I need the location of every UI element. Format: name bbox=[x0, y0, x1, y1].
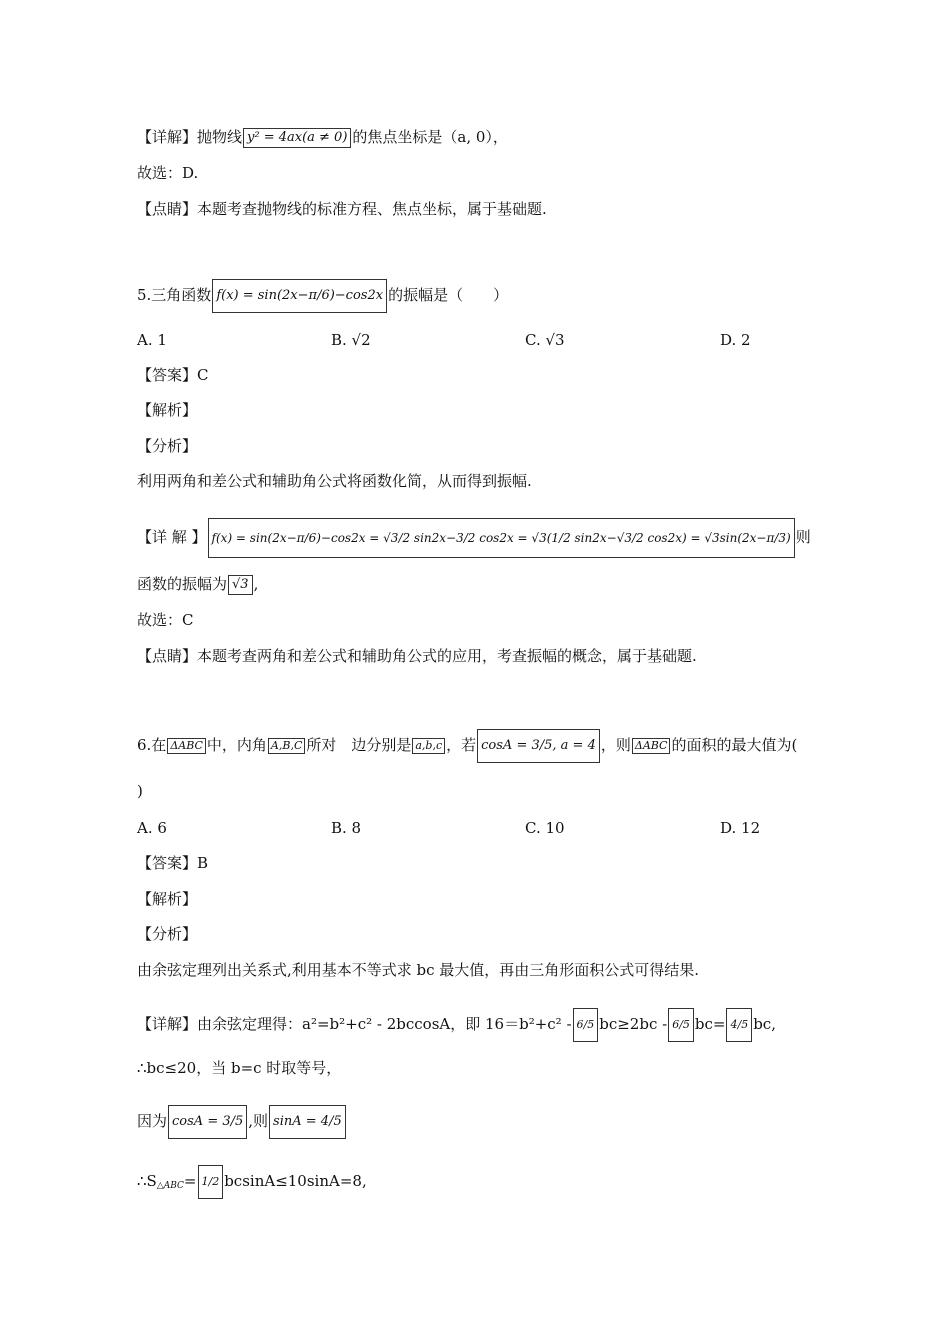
q6-option-d: D. 12 bbox=[720, 819, 761, 837]
text: 则 bbox=[795, 528, 811, 546]
q6-fenxi-text: 由余弦定理列出关系式,利用基本不等式求 bc 最大值，再由三角形面积公式可得结果. bbox=[137, 961, 700, 979]
q5-option-d: D. 2 bbox=[720, 331, 751, 349]
math-formula: f(x) = sin(2x−π/6)−cos2x = √3/2 sin2x−3/2 cos2x = √3(1/2 sin2x−√3/2 cos2x) = √3sin(2x−π/3) bbox=[208, 518, 795, 558]
question-6-stem bbox=[137, 729, 797, 763]
q6-option-b: B. 8 bbox=[331, 819, 362, 837]
text: 中，内角 bbox=[206, 736, 267, 754]
q5-amplitude-line bbox=[137, 573, 258, 595]
text: 的面积的最大值为( bbox=[671, 736, 798, 754]
q6-option-c: C. 10 bbox=[525, 819, 565, 837]
choose-d-line: 故选：D. bbox=[137, 164, 199, 182]
q6-bc-line: ∴bc≤20，当 b=c 时取等号， bbox=[137, 1059, 342, 1077]
math-formula: ΔABC bbox=[167, 738, 206, 754]
math-formula: cosA = 3/5 bbox=[168, 1105, 247, 1139]
q6-option-a: A. 6 bbox=[137, 819, 167, 837]
text: bc≥2bc - bbox=[599, 1015, 668, 1033]
q6-jiexi-heading: 【解析】 bbox=[137, 890, 198, 908]
text: 所对 边分别是 bbox=[306, 736, 412, 754]
q6-area-line bbox=[137, 1165, 367, 1199]
subscript: △ABC bbox=[156, 1181, 184, 1191]
text: bcsinA≤10sinA=8, bbox=[224, 1172, 367, 1190]
text: , bbox=[253, 575, 259, 593]
dianjing-line-1: 【点睛】本题考查抛物线的标准方程、焦点坐标，属于基础题. bbox=[137, 200, 547, 218]
text: bc, bbox=[753, 1015, 776, 1033]
text: ,则 bbox=[248, 1112, 269, 1130]
q5-option-a: A. 1 bbox=[137, 331, 167, 349]
math-formula: sinA = 4/5 bbox=[269, 1105, 346, 1139]
math-formula: ΔABC bbox=[632, 738, 671, 754]
text: 【详解】抛物线 bbox=[137, 128, 243, 146]
detail-parabola-line bbox=[137, 126, 508, 148]
text: ∴S bbox=[137, 1172, 157, 1190]
q5-option-c: C. √3 bbox=[525, 331, 565, 349]
q5-detail-line bbox=[137, 518, 811, 558]
text: 因为 bbox=[137, 1112, 168, 1130]
math-formula: f(x) = sin(2x−π/6)−cos2x bbox=[212, 279, 387, 313]
text: ，若 bbox=[446, 736, 477, 754]
math-formula: A,B,C bbox=[268, 738, 305, 754]
math-formula: √3 bbox=[228, 575, 253, 595]
q6-fenxi-heading: 【分析】 bbox=[137, 925, 198, 943]
text: 的焦点坐标是（a, 0）， bbox=[352, 128, 508, 146]
text: ，则 bbox=[600, 736, 631, 754]
text: 函数的振幅为 bbox=[137, 575, 228, 593]
text: 6.在 bbox=[137, 736, 167, 754]
q5-option-b: B. √2 bbox=[331, 331, 371, 349]
math-fraction: 4/5 bbox=[726, 1008, 752, 1042]
q5-fenxi-heading: 【分析】 bbox=[137, 437, 198, 455]
q5-jiexi-heading: 【解析】 bbox=[137, 401, 198, 419]
q5-choose: 故选：C bbox=[137, 611, 194, 629]
math-fraction: 1/2 bbox=[198, 1165, 224, 1199]
q6-detail-line bbox=[137, 1008, 776, 1042]
q6-answer: 【答案】B bbox=[137, 854, 209, 872]
math-fraction: 6/5 bbox=[668, 1008, 694, 1042]
q5-answer: 【答案】C bbox=[137, 366, 209, 384]
text: 【详 解 】 bbox=[137, 528, 207, 546]
text: 5.三角函数 bbox=[137, 286, 212, 304]
text: 的振幅是（ ） bbox=[388, 286, 509, 304]
q6-since-line bbox=[137, 1105, 347, 1139]
math-formula: a,b,c bbox=[412, 738, 445, 754]
text: 【详解】由余弦定理得：a²=b²+c² - 2bccosA，即 16＝b²+c² - bbox=[137, 1015, 572, 1033]
q6-stem-close: ) bbox=[137, 782, 143, 800]
math-formula: cosA = 3/5, a = 4 bbox=[477, 729, 600, 763]
q5-fenxi-text: 利用两角和差公式和辅助角公式将函数化简，从而得到振幅. bbox=[137, 472, 532, 490]
text: = bbox=[183, 1172, 197, 1190]
text: bc= bbox=[694, 1015, 726, 1033]
math-formula: y² = 4ax(a ≠ 0) bbox=[243, 128, 351, 148]
math-fraction: 6/5 bbox=[573, 1008, 599, 1042]
question-5-stem bbox=[137, 279, 508, 313]
q5-dianjing: 【点睛】本题考查两角和差公式和辅助角公式的应用，考查振幅的概念，属于基础题. bbox=[137, 647, 697, 665]
